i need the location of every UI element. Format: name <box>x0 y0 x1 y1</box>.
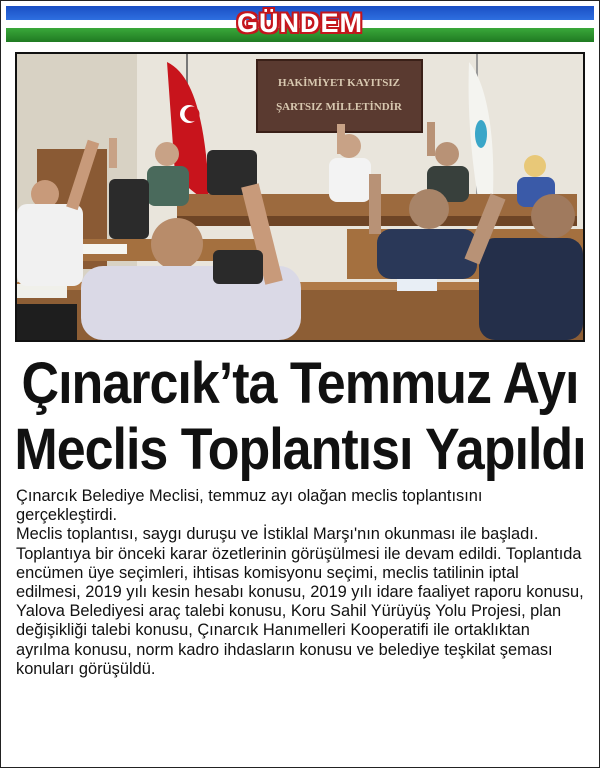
nameplate <box>257 60 422 132</box>
nameplate-line2: ŞARTSIZ MİLLETİNDİR <box>276 101 402 113</box>
meeting-photo-illustration <box>17 54 583 340</box>
headline-line-2: Meclis Toplantısı Yapıldı <box>14 417 586 483</box>
article-paragraph-1: Çınarcık Belediye Meclisi, temmuz ayı olağan meclis toplantısını gerçekleştirdi. <box>16 487 483 525</box>
meeting-photo <box>15 52 585 342</box>
section-title: GÜNDEM <box>237 8 363 38</box>
headline-line-1: Çınarcık’ta Temmuz Ayı <box>21 351 579 417</box>
nameplate-line1: HAKİMİYET KAYITSIZ <box>278 77 400 89</box>
article-paragraph-2: Meclis toplantısı, saygı duruşu ve İstiklal Marşı'nın okunması ile başladı. Toplantıya bir önceki karar özetlerinin görüşülmesi ile devam edildi. Toplantıda encümen üye seçimleri, ihtisas komisyonu seçimi, meclis tatilinin iptal edilmesi, 2019 yılı kesin hesabı konusu, 2019 yılı idare faaliyet raporu konusu, Yalova Belediyesi araç talebi konusu, Koru Sahil Yürüyüş Yolu Projesi, plan değişikliği talebi konusu, Çınarcık Hanımelleri Kooperatifi ile ortaklıktan ayrılma konusu, norm kadro ihdasların konusu ve belediye teşkilat şeması konuları görüşüldü. <box>16 525 584 678</box>
section-banner <box>6 6 594 42</box>
article-body <box>16 487 584 679</box>
